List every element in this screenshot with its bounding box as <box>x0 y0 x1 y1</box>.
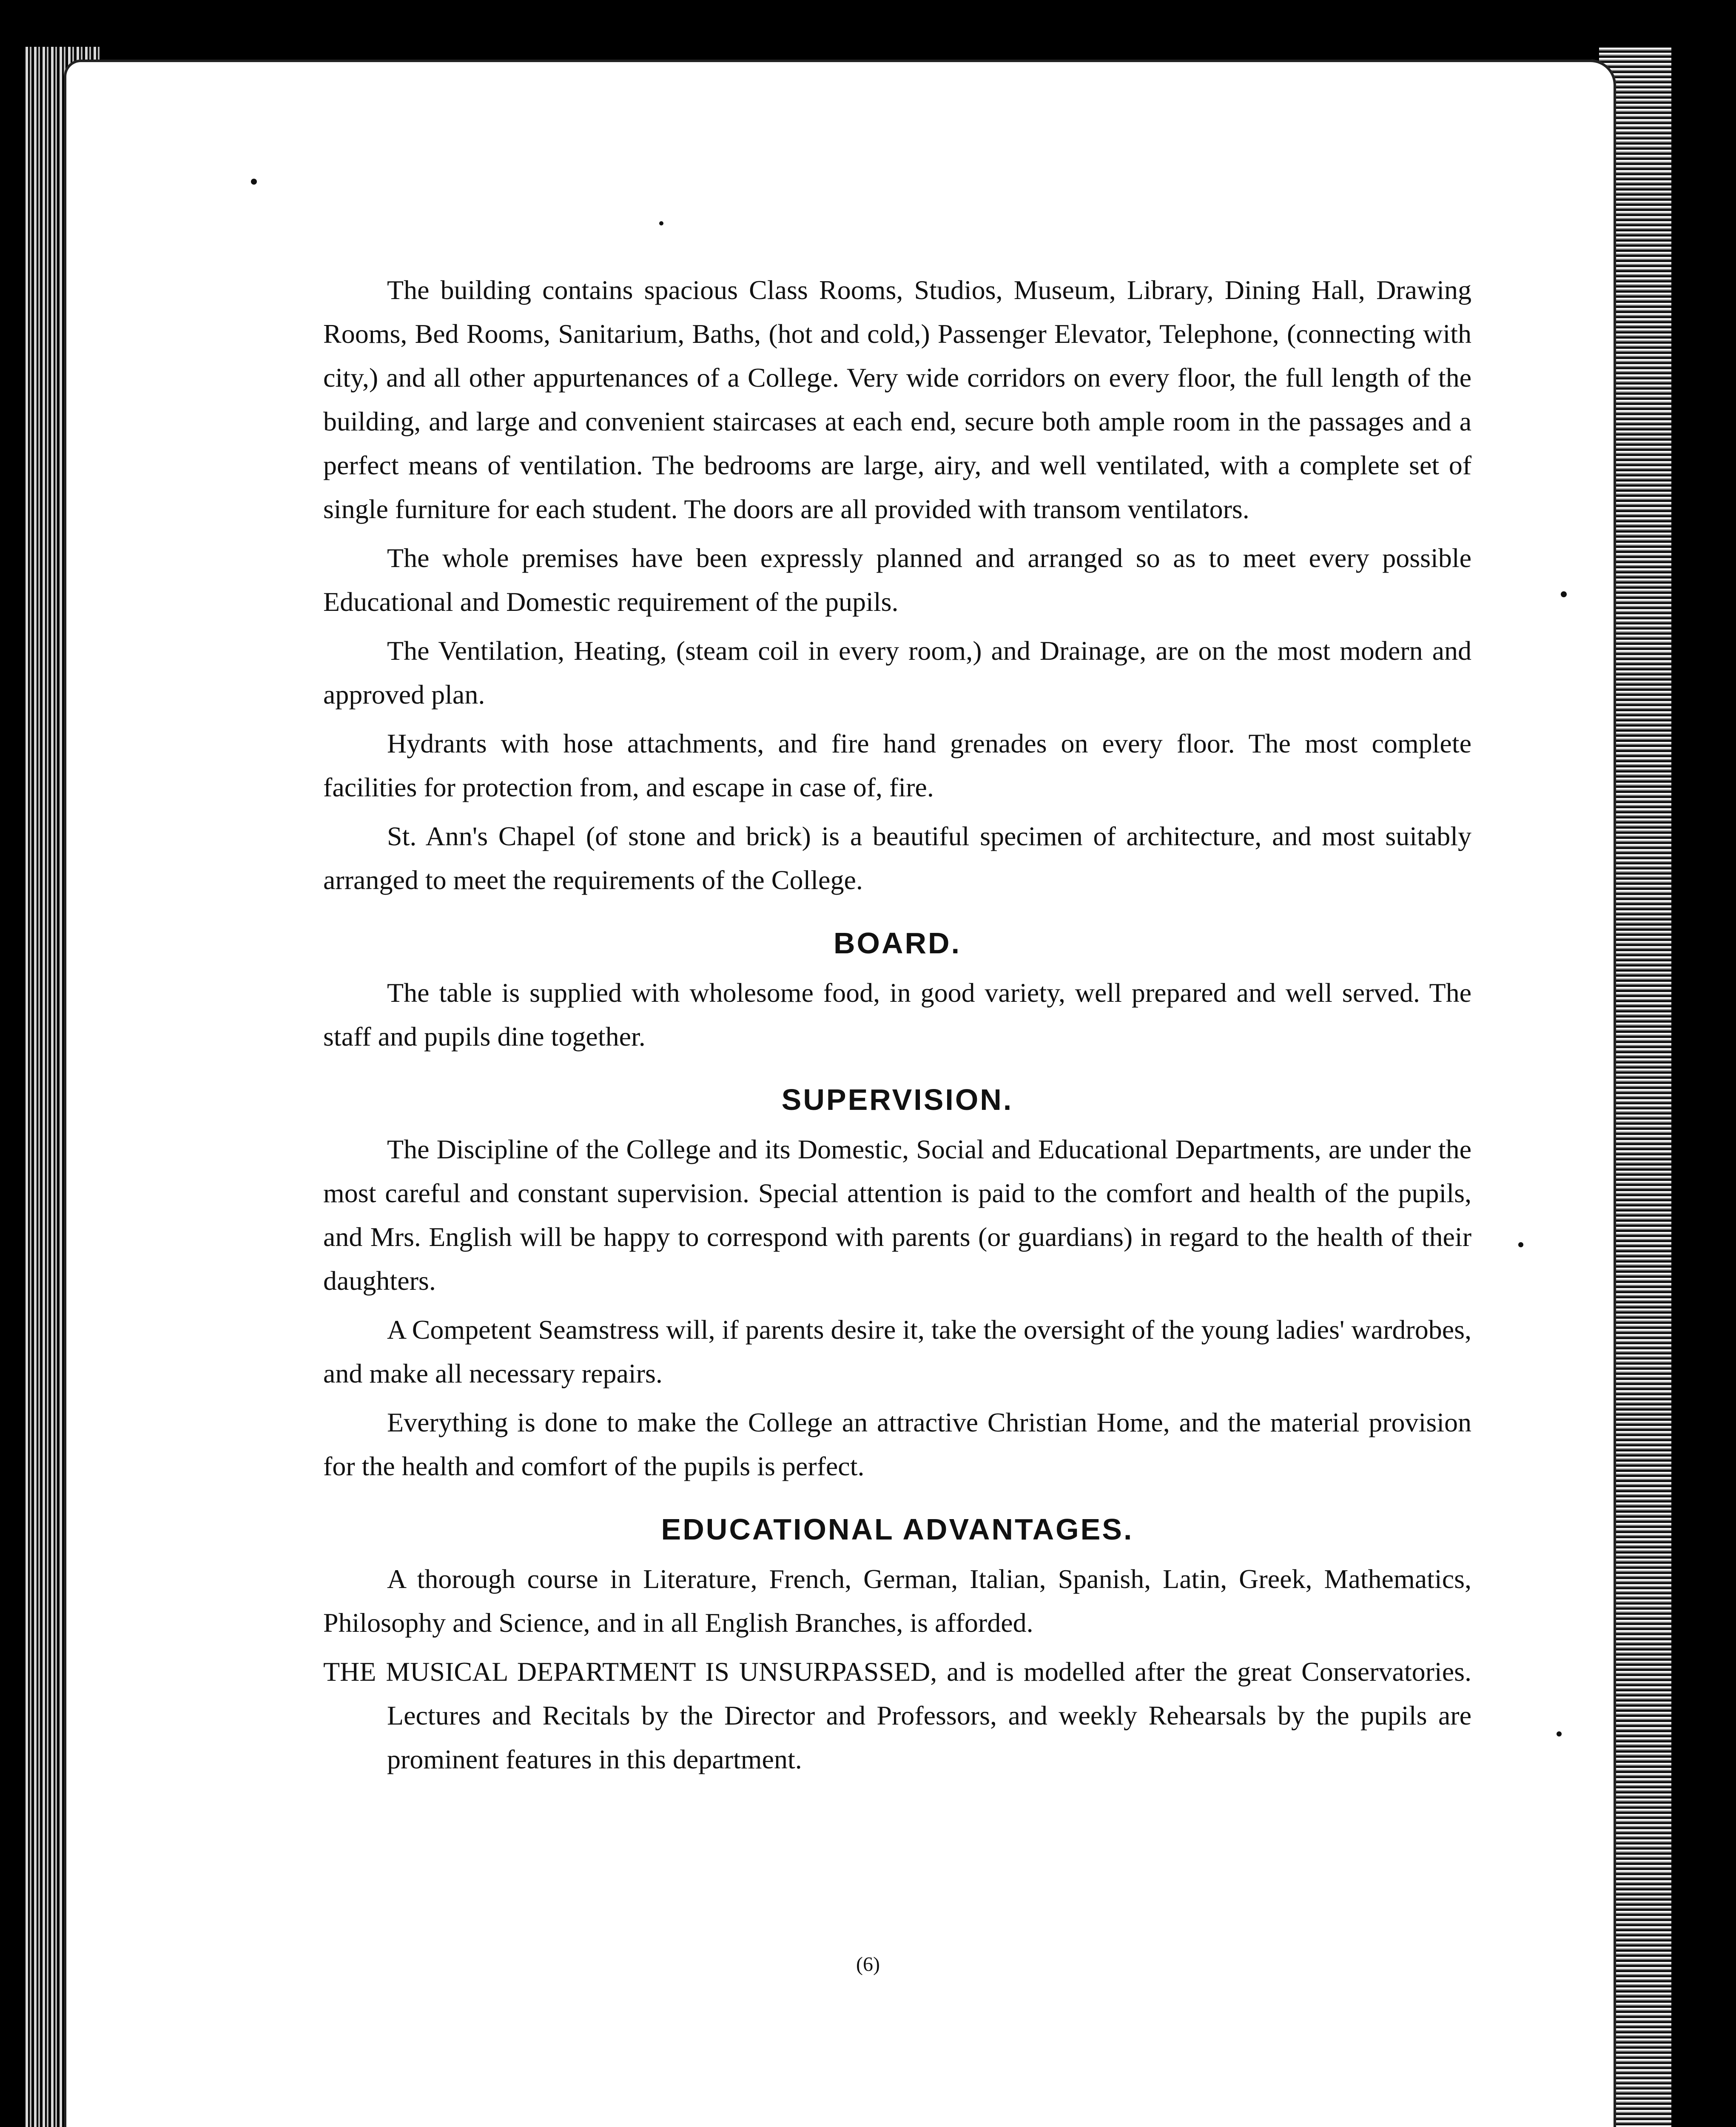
paragraph: Hydrants with hose attachments, and fire hand grenades on every floor. The most complete facilities for protection from, and escape in case of, fire. <box>323 728 1471 802</box>
board-heading: BOARD. <box>833 927 962 960</box>
paragraph: A Competent Seamstress will, if parents desire it, take the oversight of the young ladies' wardrobes, and make all necessary repairs. <box>323 1314 1471 1389</box>
speck <box>659 221 663 225</box>
speck <box>1518 1242 1523 1247</box>
speck <box>1557 1731 1562 1736</box>
paragraph: THE MUSICAL DEPARTMENT IS UNSURPASSED, and is modelled after the great Conservatories. Lectures and Recitals by the Director and Professors, and weekly Rehearsals by the pupils are prominent features in this department. <box>323 1657 1471 1774</box>
paragraph: The Ventilation, Heating, (steam coil in every room,) and Drainage, are on the most modern and approved plan. <box>323 636 1471 710</box>
page-number: (6) <box>856 1953 880 1976</box>
paragraph: Everything is done to make the College an attractive Christian Home, and the material provision for the health and comfort of the pupils is perfect. <box>323 1407 1471 1481</box>
speck <box>1561 591 1567 597</box>
paragraph: A thorough course in Literature, French, German, Italian, Spanish, Latin, Greek, Mathematics, Philosophy and Science, and in all English Branches, is afforded. <box>323 1564 1471 1638</box>
paragraph: The Discipline of the College and its Domestic, Social and Educational Departments, are under the most careful and constant supervision. Special attention is paid to the comfort and health of the pupils, and Mrs. English will be happy to correspond with parents (or guardians) in regard to the health of their daughters. <box>323 1134 1471 1296</box>
paragraph: St. Ann's Chapel (of stone and brick) is a beautiful specimen of architecture, and most suitably arranged to meet the requirements of the College. <box>323 821 1471 895</box>
speck <box>251 179 257 185</box>
educational-advantages-heading: EDUCATIONAL ADVANTAGES. <box>661 1513 1134 1546</box>
paragraph: The table is supplied with wholesome food, in good variety, well prepared and well served. The staff and pupils dine together. <box>323 978 1471 1052</box>
body-text <box>323 268 1471 1786</box>
paragraph: The whole premises have been expressly planned and arranged so as to meet every possible Educational and Domestic requirement of the pupils. <box>323 543 1471 617</box>
paragraph: The building contains spacious Class Rooms, Studios, Museum, Library, Dining Hall, Drawing Rooms, Bed Rooms, Sanitarium, Baths, (hot and cold,) Passenger Elevator, Telephone, (connecting with city,) and all other appurtenances of a College. Very wide corridors on every floor, the full length of the building, and large and convenient staircases at each end, secure both ample room in the passages and a perfect means of ventilation. The bedrooms are large, airy, and well ventilated, with a complete set of single furniture for each student. The doors are all provided with transom ventilators. <box>323 275 1471 524</box>
supervision-heading: SUPERVISION. <box>781 1083 1013 1116</box>
